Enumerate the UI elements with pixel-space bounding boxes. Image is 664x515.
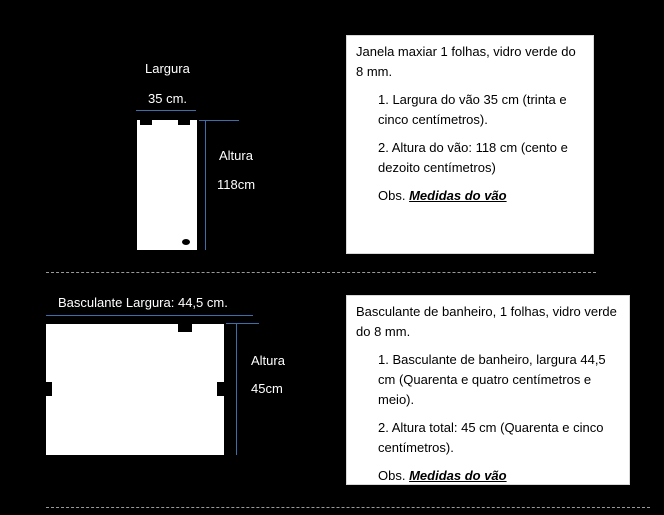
window2-side-latch-left (46, 382, 52, 396)
window2-description-card (346, 295, 630, 485)
section-separator (46, 272, 596, 273)
window1-width-dimension-line (136, 110, 196, 111)
window2-width-dimension-line (46, 315, 253, 316)
window2-observation (378, 466, 619, 486)
window1-description-item: 1. Largura do vão 35 cm (trinta e cinco centímetros). (378, 92, 567, 127)
window1-top-hinge-right (178, 120, 190, 125)
window2-height-value: 45cm (251, 381, 283, 396)
window1-height-value: 118cm (217, 177, 256, 192)
window1-width-label: Largura (145, 61, 190, 76)
window2-side-latch-right (217, 382, 224, 396)
window1-handle (182, 239, 190, 245)
window1-description-card (346, 35, 594, 254)
window2-description-title: Basculante de banheiro, 1 folhas, vidro verde do 8 mm. (356, 304, 617, 339)
window1-width-value: 35 cm. (148, 91, 188, 106)
window2-drawing (46, 324, 224, 455)
obs-emphasis: Medidas do vão (409, 188, 507, 203)
window2-description-item: 2. Altura total: 45 cm (Quarenta e cinco centímetros). (378, 420, 604, 455)
window1-top-hinge-left (140, 120, 152, 125)
window2-height-label: Altura (251, 353, 285, 368)
obs-prefix: Obs. (378, 468, 410, 483)
window2-description-item: 1. Basculante de banheiro, largura 44,5 cm (Quarenta e quatro centímetros e meio). (378, 352, 606, 407)
window1-description-title: Janela maxiar 1 folhas, vidro verde do 8 mm. (356, 44, 576, 79)
window2-height-dimension-line (236, 323, 237, 455)
obs-emphasis: Medidas do vão (409, 468, 507, 483)
bottom-separator (46, 507, 650, 508)
window1-observation (378, 186, 583, 206)
window1-description-item: 2. Altura do vão: 118 cm (cento e dezoito centímetros) (378, 140, 568, 175)
window2-top-hinge (178, 324, 192, 332)
window1-height-label: Altura (219, 148, 253, 163)
window1-drawing (137, 120, 197, 250)
obs-prefix: Obs. (378, 188, 410, 203)
window1-height-dimension-line (205, 120, 206, 250)
window2-width-label: Basculante Largura: 44,5 cm. (58, 295, 228, 310)
window2-height-tick (226, 323, 259, 324)
